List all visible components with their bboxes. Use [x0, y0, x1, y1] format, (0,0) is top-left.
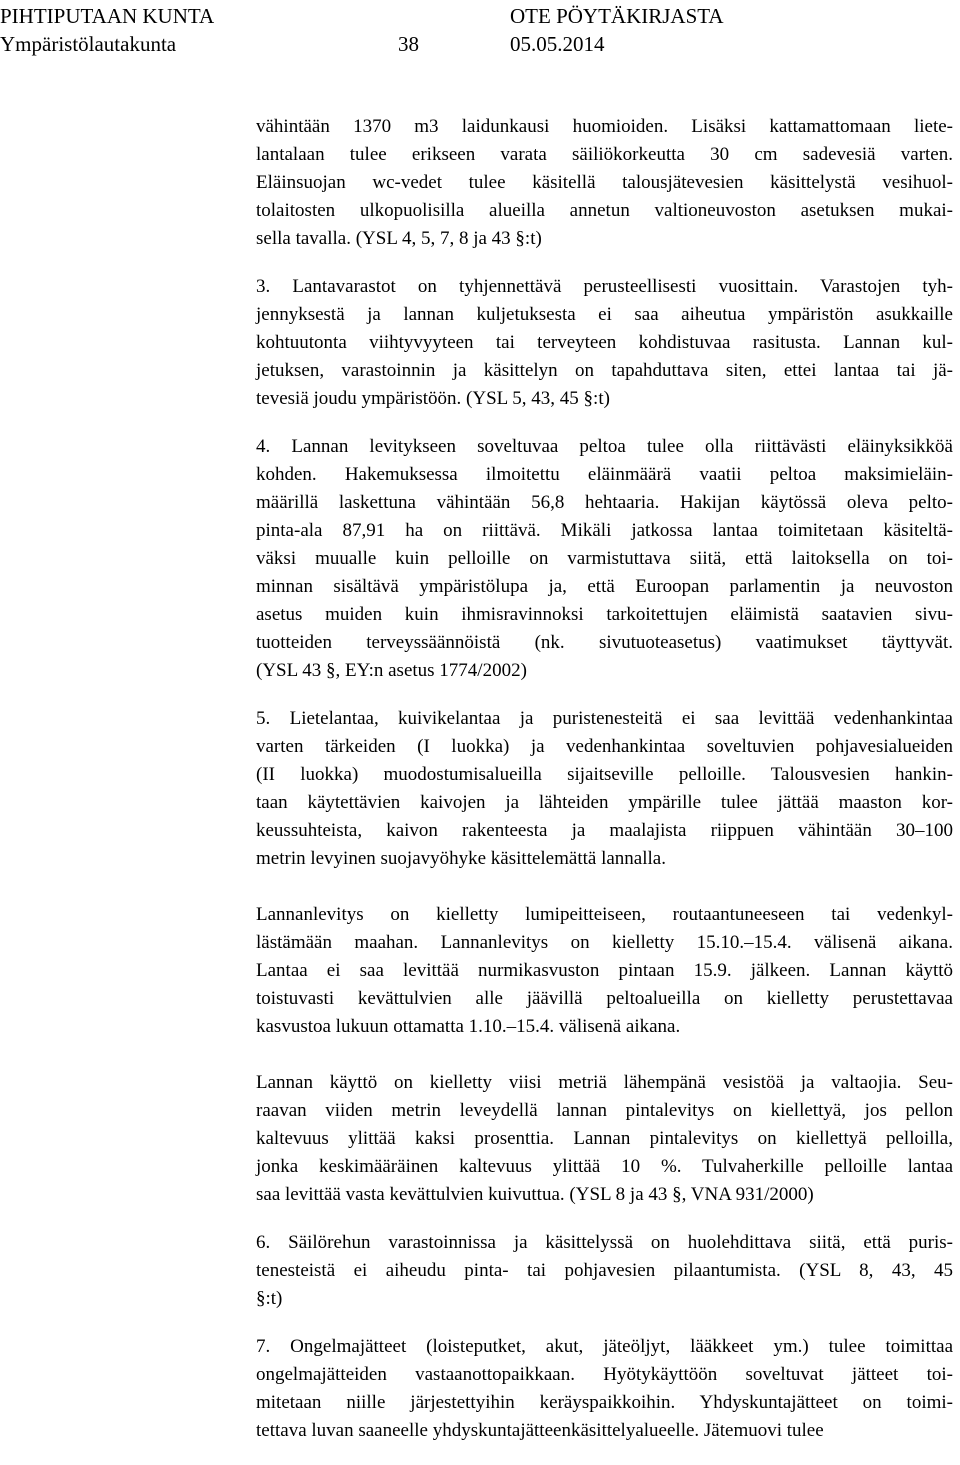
text-line: Lantaa ei saa levittää nurmikasvuston pintaan 15.9. jälkeen. Lannan käyttö: [256, 960, 953, 981]
text-line: sella tavalla. (YSL 4, 5, 7, 8 ja 43 §:t): [256, 228, 542, 249]
text-line: väksi muualle kuin pelloille on varmistuttava siitä, että laitoksella on toi-: [256, 548, 953, 569]
text-line: 4. Lannan levitykseen soveltuvaa peltoa tulee olla riittävästi eläinyksikköä: [256, 436, 953, 457]
text-line: lantalaan tulee erikseen varata säiliökorkeutta 30 cm sadevesiä varten.: [256, 144, 953, 165]
text-line: tuotteiden terveyssäännöistä (nk. sivutuoteasetus) vaatimukset täyttyvät.: [256, 632, 953, 653]
paragraph: [256, 1229, 953, 1313]
text-line: jetuksen, varastoinnin ja käsittelyn on tapahduttava siten, ettei lantaa tai jä-: [256, 360, 953, 381]
text-line: tettava luvan saaneelle yhdyskuntajätteenkäsittelyalueelle. Jätemuovi tulee: [256, 1420, 824, 1441]
page-number: 38: [398, 32, 419, 56]
text-line: kohden. Hakemuksessa ilmoitettu eläinmäärä vaatii peltoa maksimieläin-: [256, 464, 953, 485]
text-line: jennyksestä ja lannan kuljetuksesta ei saa aiheutua ympäristön asukkaille: [256, 304, 953, 325]
meeting-date: 05.05.2014: [510, 32, 605, 56]
text-line: asetus muiden kuin ihmisravinnoksi tarkoitettujen eläimistä saatavien sivu-: [256, 604, 953, 625]
text-line: Lannanlevitys on kielletty lumipeitteiseen, routaantuneeseen tai vedenkyl-: [256, 904, 953, 925]
text-line: kohtuutonta viihtyvyyteen tai terveyteen kohdistuvaa rasitusta. Lannan kul-: [256, 332, 953, 353]
text-line: tevesiä joudu ympäristöön. (YSL 5, 43, 45 §:t): [256, 388, 610, 409]
paragraph: [256, 273, 953, 413]
text-line: kaltevuus ylittää kaksi prosenttia. Lannan pintalevitys on kiellettyä pelloilla,: [256, 1128, 953, 1149]
text-line: 5. Lietelantaa, kuivikelantaa ja puristenesteitä ei saa levittää vedenhankintaa: [256, 708, 953, 729]
text-line: kasvustoa lukuun ottamatta 1.10.–15.4. välisenä aikana.: [256, 1016, 681, 1037]
text-line: (YSL 43 §, EY:n asetus 1774/2002): [256, 660, 527, 681]
text-line: Lannan käyttö on kielletty viisi metriä lähempänä vesistöä ja valtaojia. Seu-: [256, 1072, 953, 1093]
board-name: Ympäristölautakunta: [0, 32, 177, 56]
text-line: mitetaan niille järjestettyihin keräyspaikkoihin. Yhdyskuntajätteet on toimi-: [256, 1392, 953, 1413]
text-line: vähintään 1370 m3 laidunkausi huomioiden. Lisäksi kattamattomaan liete-: [256, 116, 953, 137]
paragraph: [256, 113, 953, 253]
paragraph: [256, 1333, 953, 1445]
text-line: ongelmajätteiden vastaanottopaikkaan. Hyötykäyttöön soveltuvat jätteet toi-: [256, 1364, 953, 1385]
document-header: [0, 0, 960, 60]
paragraph: [256, 1069, 953, 1209]
text-line: saa levittää vasta kevättulvien kuivuttua. (YSL 8 ja 43 §, VNA 931/2000): [256, 1184, 814, 1205]
text-line: raavan viiden metrin leveydellä lannan pintalevitys on kiellettyä, jos pellon: [256, 1100, 953, 1121]
text-line: (II luokka) muodostumisalueilla sijaitseville pelloille. Talousvesien hankin-: [256, 764, 953, 785]
text-line: jonka keskimääräinen kaltevuus ylittää 10 %. Tulvaherkille pelloille lantaa: [256, 1156, 953, 1177]
text-line: toistuvasti kevättulvien alle jäävillä peltoalueilla on kielletty perustettavaa: [256, 988, 953, 1009]
document-type: OTE PÖYTÄKIRJASTA: [510, 4, 724, 28]
text-line: Eläinsuojan wc-vedet tulee käsitellä talousjätevesien käsittelystä vesihuol-: [256, 172, 953, 193]
text-line: metrin levyinen suojavyöhyke käsittelemättä lannalla.: [256, 848, 666, 869]
paragraph: [256, 705, 953, 873]
text-line: lästämään maahan. Lannanlevitys on kielletty 15.10.–15.4. välisenä aikana.: [256, 932, 953, 953]
text-line: määrillä laskettuna vähintään 56,8 hehtaaria. Hakijan käytössä oleva pelto-: [256, 492, 953, 513]
text-line: minnan sisältävä ympäristölupa ja, että Euroopan parlamentin ja neuvoston: [256, 576, 953, 597]
text-line: 3. Lantavarastot on tyhjennettävä perusteellisesti vuosittain. Varastojen tyh-: [256, 276, 953, 297]
text-line: 6. Säilörehun varastoinnissa ja käsittelyssä on huolehdittava siitä, että puris-: [256, 1232, 953, 1253]
paragraph: [256, 433, 953, 685]
text-line: taan käytettävien kaivojen ja lähteiden ympärille tulee jättää maaston kor-: [256, 792, 953, 813]
text-line: tenesteistä ei aiheudu pinta- tai pohjavesien pilaantumista. (YSL 8, 43, 45: [256, 1260, 953, 1281]
text-line: pinta-ala 87,91 ha on riittävä. Mikäli jatkossa lantaa toimitetaan käsiteltä-: [256, 520, 953, 541]
text-line: §:t): [256, 1288, 283, 1309]
text-line: varten tärkeiden (I luokka) ja vedenhankintaa soveltuvien pohjavesialueiden: [256, 736, 953, 757]
text-line: 7. Ongelmajätteet (loisteputket, akut, jäteöljyt, lääkkeet ym.) tulee toimittaa: [256, 1336, 953, 1357]
text-line: keussuhteista, kaivon rakenteesta ja maalajista riippuen vähintään 30–100: [256, 820, 953, 841]
document-body: [256, 113, 953, 1465]
municipality-name: PIHTIPUTAAN KUNTA: [0, 4, 215, 28]
text-line: tolaitosten ulkopuolisilla alueilla annetun valtioneuvoston asetuksen mukai-: [256, 200, 953, 221]
paragraph: [256, 901, 953, 1041]
